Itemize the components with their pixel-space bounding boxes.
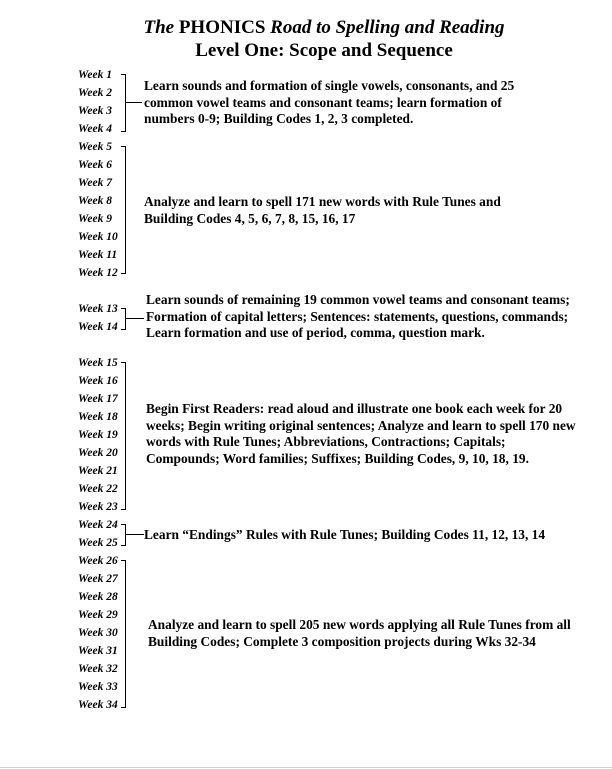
week-label: Week 26 [78, 555, 118, 567]
week-label: Week 21 [78, 465, 118, 477]
week-label: Week 12 [78, 267, 118, 279]
week-label: Week 4 [78, 123, 112, 135]
title-name: PHONICS [178, 17, 266, 38]
page-title [0, 17, 612, 39]
week-label: Week 11 [78, 249, 118, 261]
week-label: Week 5 [78, 141, 112, 153]
week-bracket [121, 524, 126, 546]
section-description: Learn “Endings” Rules with Rule Tunes; Building Codes 11, 12, 13, 14 [144, 527, 546, 542]
week-label: Week 9 [78, 213, 112, 225]
week-label: Week 34 [78, 699, 118, 711]
bracket-connector [126, 102, 142, 103]
week-label: Week 15 [78, 357, 118, 369]
week-label: Week 30 [78, 627, 118, 639]
week-bracket [121, 308, 126, 330]
bracket-connector [126, 534, 144, 535]
week-label: Week 19 [78, 429, 118, 441]
week-label: Week 3 [78, 105, 112, 117]
week-label: Week 31 [78, 645, 118, 657]
week-label: Week 14 [78, 321, 118, 333]
section-description: Learn sounds and formation of single vowels, consonants, and 25 common vowel teams and consonant teams; learn formation of numbers 0-9; Building Codes 1, 2, 3 completed. [144, 78, 515, 126]
title-prefix: The [143, 17, 175, 38]
section-description: Analyze and learn to spell 171 new words with Rule Tunes and Building Codes 4, 5, 6, 7, 8, 15, 16, 17 [144, 194, 501, 226]
section-description: Analyze and learn to spell 205 new words applying all Rule Tunes from all Building Codes; Complete 3 composition projects during Wks 32-34 [148, 617, 571, 649]
week-label: Week 27 [78, 573, 118, 585]
page-edge-divider [0, 767, 612, 768]
week-label: Week 17 [78, 393, 118, 405]
week-label: Week 2 [78, 87, 112, 99]
week-label: Week 29 [78, 609, 118, 621]
week-bracket [121, 146, 126, 274]
bracket-connector [126, 318, 144, 319]
week-label: Week 20 [78, 447, 118, 459]
section-description: Learn sounds of remaining 19 common vowel teams and consonant teams; Formation of capital letters; Sentences: statements, questions, commands; Learn formation and use of period, comma, question mark. [146, 292, 570, 340]
week-label: Week 22 [78, 483, 118, 495]
page-subtitle: Level One: Scope and Sequence [195, 40, 453, 61]
week-label: Week 28 [78, 591, 118, 603]
week-label: Week 6 [78, 159, 112, 171]
week-label: Week 32 [78, 663, 118, 675]
week-label: Week 16 [78, 375, 118, 387]
week-bracket [121, 362, 126, 510]
week-label: Week 7 [78, 177, 112, 189]
week-label: Week 23 [78, 501, 118, 513]
week-label: Week 1 [78, 69, 112, 81]
week-bracket [121, 74, 126, 132]
week-label: Week 13 [78, 303, 118, 315]
section-description: Begin First Readers: read aloud and illustrate one book each week for 20 weeks; Begin writing original sentences; Analyze and learn to spell 170 new words with Rule Tunes; Abbreviations, Contractions; Capitals; Compounds; Word families; Suffixes; Building Codes, 9, 10, 18, 19. [146, 401, 576, 466]
week-label: Week 10 [78, 231, 118, 243]
week-label: Week 24 [78, 519, 118, 531]
week-label: Week 8 [78, 195, 112, 207]
week-label: Week 18 [78, 411, 118, 423]
week-label: Week 25 [78, 537, 118, 549]
title-suffix: Road to Spelling and Reading [270, 17, 505, 38]
week-label: Week 33 [78, 681, 118, 693]
week-bracket [121, 560, 126, 708]
